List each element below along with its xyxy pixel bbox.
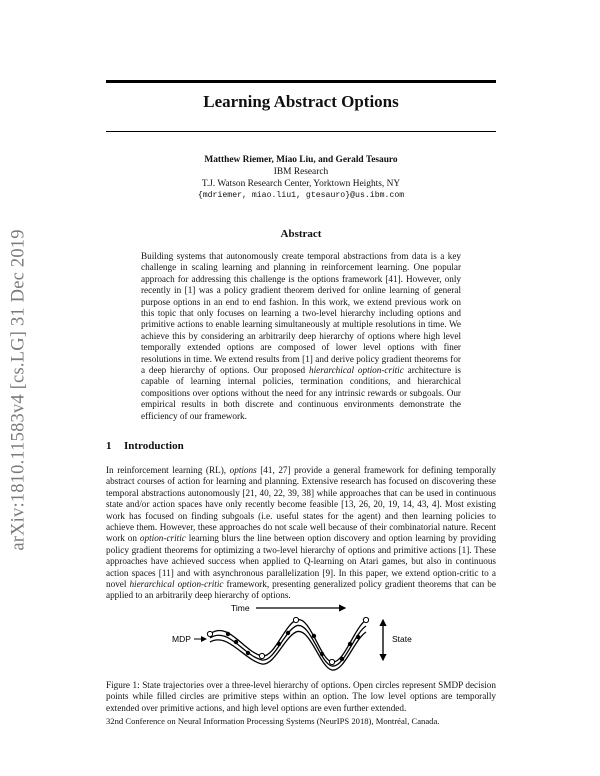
filled-circle	[226, 632, 230, 636]
affiliation-address: T.J. Watson Research Center, Yorktown Heights, NY	[201, 179, 401, 189]
figure-caption: Figure 1: State trajectories over a three-level hierarchy of options. Open circles represent SMDP decision points while filled circles are primitive steps within an option. The low level options are temporally extended over primitive actions, and high level options are even further extended.	[106, 680, 496, 713]
abstract-text-part: architecture is capable of learning internal policies, termination conditions, and hierarchical compositions over options without the need for any intrinsic rewards or subgoals. Our empirical results in both discrete and continuous environments demonstrate the efficiency of our framework.	[141, 365, 461, 421]
section-heading	[106, 440, 184, 452]
open-circle	[363, 617, 368, 622]
open-circle	[207, 631, 212, 636]
open-circle	[329, 659, 334, 664]
paper-title: Learning Abstract Options	[203, 92, 399, 111]
author-names: Matthew Riemer, Miao Liu, and Gerald Tesauro	[204, 155, 398, 165]
trajectory-low-level	[210, 631, 366, 670]
affiliation-org: IBM Research	[273, 167, 329, 177]
figure-1-diagram	[170, 598, 430, 674]
filled-circle	[320, 652, 324, 656]
filled-circle	[356, 635, 360, 639]
mdp-label: MDP	[172, 634, 191, 644]
abstract-text	[141, 251, 461, 422]
time-label: Time	[231, 603, 250, 613]
title-rule-top	[106, 80, 496, 83]
intro-text-part: In reinforcement learning (RL),	[106, 465, 230, 475]
arxiv-sidebar	[2, 200, 36, 580]
abstract-heading: Abstract	[280, 228, 322, 240]
intro-paragraph	[106, 465, 496, 602]
state-label: State	[392, 634, 412, 644]
filled-circle	[277, 642, 281, 646]
filled-circle	[348, 642, 352, 646]
title-rule-bottom	[106, 131, 496, 132]
intro-emphasis: options	[229, 465, 257, 475]
filled-circle	[286, 631, 290, 635]
intro-text-part: [41, 27] provide a general framework for defining temporally abstract courses of action for learning and planning. Extensive research has focused on discovering these temporal abstractions autonomously [21, 40, 22, 39, 38] while approaches that can be used in continuous state and/or action spaces have only recently become feasible [13, 26, 20, 19, 14, 43, 4]. Most existing work has focused on finding subgoals (i.e. useful states for the agent) and then learning policies to achieve them. However, these approaches do not scale well because of their combinatorial nature. Recent work on	[106, 465, 496, 544]
abstract-emphasis: hierarchical option-critic	[308, 365, 404, 376]
open-circle	[259, 653, 264, 658]
open-circle	[293, 617, 298, 622]
intro-emphasis: hierarchical option-critic	[129, 579, 224, 590]
filled-circle	[246, 651, 250, 655]
filled-circle	[312, 634, 316, 638]
filled-circle	[234, 640, 238, 644]
filled-circle	[340, 657, 344, 661]
intro-text-part: learning blurs the line between option discovery and option learning by providing policy gradient theorems for optimizing a two-level hierarchy of options and primitive actions [1]. These approaches have achieved success when applied to Q-learning on Atari games, but also in continuous action spaces [11] and with asynchronous parallelization [9]. In this paper, we extend option-critic to a novel	[106, 533, 496, 590]
arxiv-identifier: arXiv:1810.11583v4 [cs.LG] 31 Dec 2019	[8, 229, 29, 551]
intro-text-part: framework, presenting generalized policy gradient theorems that can be applied to an arbitrarily deep hierarchy of options.	[106, 579, 496, 601]
intro-emphasis: option-critic	[139, 533, 186, 544]
section-title: Introduction	[124, 440, 184, 452]
conference-footnote: 32nd Conference on Neural Information Processing Systems (NeurIPS 2018), Montréal, Canada.	[106, 716, 440, 726]
section-number: 1	[106, 440, 112, 452]
author-emails: {mdriemer, miao.liu1, gtesauro}@us.ibm.com	[197, 191, 405, 200]
author-block	[106, 154, 496, 202]
abstract-text-part: Building systems that autonomously create temporal abstractions from data is a key challenge in scaling learning and planning in reinforcement learning. One popular approach for addressing this challenge is the options framework [41]. However, only recently in [1] was a policy gradient theorem derived for online learning of general purpose options in an end to end fashion. In this work, we extend previous work on this topic that only focuses on learning a two-level hierarchy including options and primitive actions to enable learning simultaneously at multiple resolutions in time. We achieve this by considering an arbitrarily deep hierarchy of options where high level temporally extended options are composed of lower level options with finer resolutions in time. We extend results from [1] and derive policy gradient theorems for a deep hierarchy of options. Our proposed	[141, 251, 461, 376]
